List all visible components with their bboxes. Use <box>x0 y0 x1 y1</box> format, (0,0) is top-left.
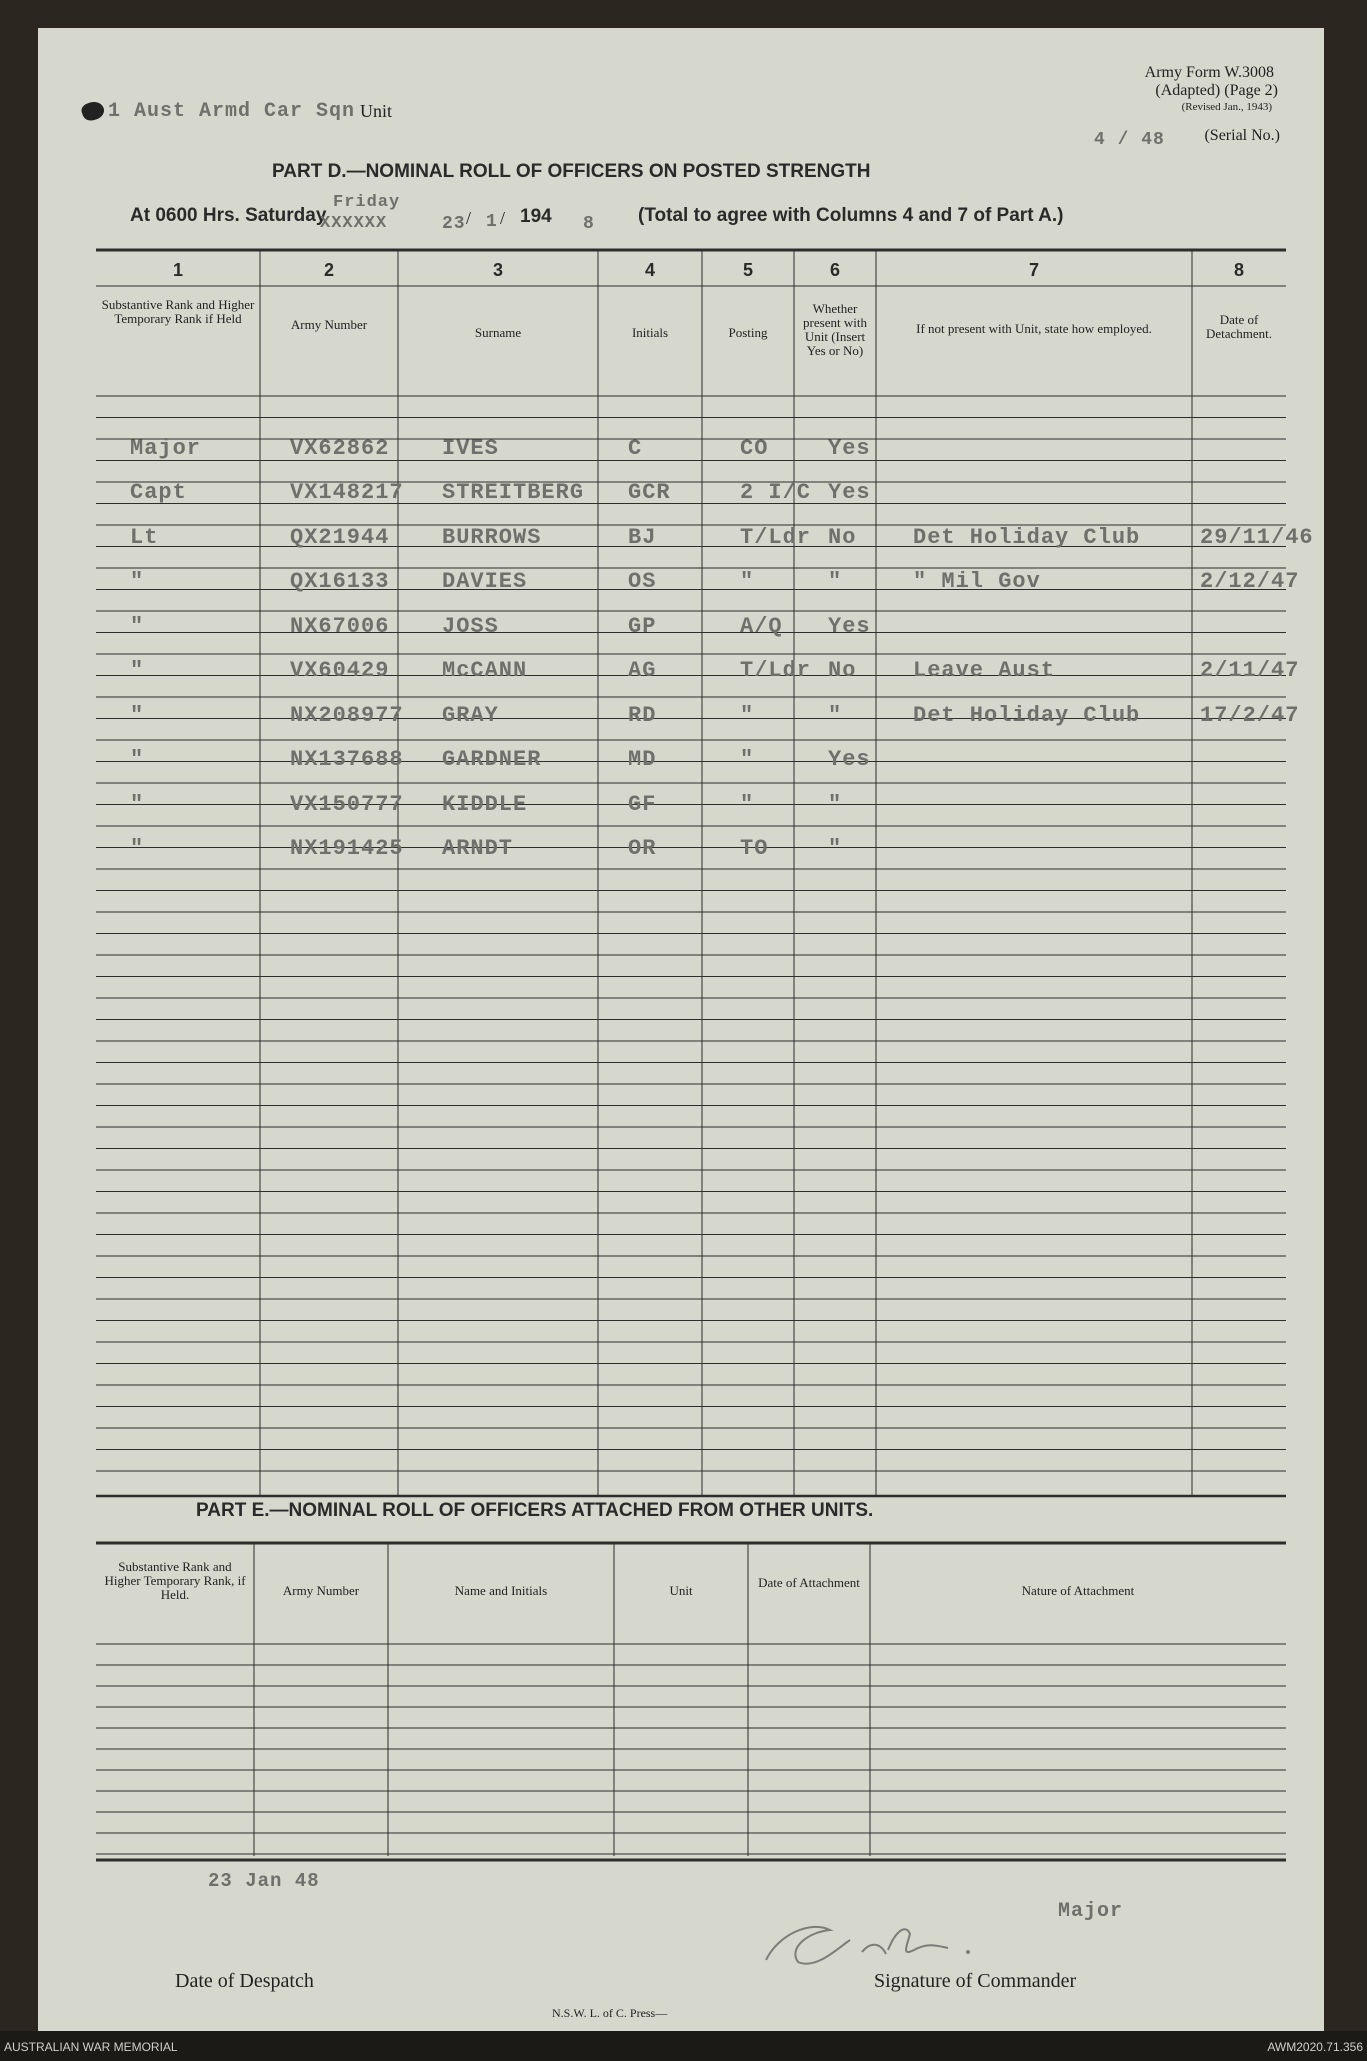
unit-value: 1 Aust Armd Car Sqn <box>108 100 356 123</box>
cell-initials: RD <box>628 702 657 728</box>
cell-date: 2/11/47 <box>1200 658 1300 683</box>
day-number: 23 <box>442 214 466 234</box>
cell-date: 17/2/47 <box>1200 702 1300 728</box>
cell-surname: GARDNER <box>442 747 542 772</box>
cell-present: No <box>828 524 857 550</box>
column-number: 4 <box>644 260 655 280</box>
cell-rank: " <box>130 613 145 639</box>
cell-present: " <box>828 791 843 817</box>
cell-present: " <box>828 702 843 728</box>
cell-surname: IVES <box>442 436 499 461</box>
cell-posting: " <box>740 747 755 772</box>
archive-left: AUSTRALIAN WAR MEMORIAL <box>4 2040 178 2054</box>
cell-number: NX208977 <box>290 702 404 728</box>
day-strike: XXXXXX <box>320 214 388 233</box>
part-d-title: PART D.—NOMINAL ROLL OF OFFICERS ON POSTED STRENGTH <box>272 161 871 182</box>
cell-rank: Major <box>130 436 202 461</box>
form-adapted: (Adapted) (Page 2) <box>1155 82 1278 99</box>
cell-number: VX60429 <box>290 658 390 683</box>
archive-strip <box>0 2031 1367 2061</box>
column-number: 1 <box>172 260 183 280</box>
cell-number: VX150777 <box>290 791 404 817</box>
cell-present: " <box>828 836 843 861</box>
cell-rank: " <box>130 791 145 817</box>
cell-present: Yes <box>828 613 871 639</box>
cell-employed: Det Holiday Club <box>913 702 1141 728</box>
part-e-grid <box>38 28 1324 1908</box>
cell-surname: GRAY <box>442 702 499 728</box>
column-header: Name and Initials <box>454 1583 548 1598</box>
cell-posting: " <box>740 702 755 728</box>
column-header: Army Number <box>290 317 368 332</box>
cell-surname: ARNDT <box>442 836 514 861</box>
cell-posting: TO <box>740 836 769 861</box>
column-header: Nature of Attachment <box>1021 1583 1135 1598</box>
month-value: 1 <box>486 212 498 232</box>
cell-number: NX191425 <box>290 836 404 861</box>
cell-initials: AG <box>628 658 657 683</box>
form-revised: (Revised Jan., 1943) <box>1181 101 1272 113</box>
cell-present: " <box>828 569 843 594</box>
serial-label: (Serial No.) <box>1204 127 1280 144</box>
cell-posting: T/Ldr <box>740 524 812 550</box>
cell-posting: A/Q <box>740 613 783 639</box>
cell-number: NX67006 <box>290 613 390 639</box>
cell-rank: Capt <box>130 480 187 505</box>
cell-surname: STREITBERG <box>442 480 585 505</box>
column-header: If not present with Unit, state how employed. <box>916 321 1152 336</box>
cell-number: NX137688 <box>290 747 404 772</box>
cell-initials: BJ <box>628 524 657 550</box>
column-header: Surname <box>474 325 522 340</box>
cell-posting: CO <box>740 436 769 461</box>
cell-posting: T/Ldr <box>740 658 812 683</box>
cell-employed: " Mil Gov <box>913 569 1041 594</box>
cell-number: QX16133 <box>290 569 390 594</box>
cell-present: Yes <box>828 480 871 505</box>
cell-number: QX21944 <box>290 524 390 550</box>
total-note: (Total to agree with Columns 4 and 7 of Part A.) <box>638 205 1064 226</box>
signature-rank: Major <box>1058 1900 1124 1923</box>
year-digit: 8 <box>583 214 595 234</box>
at-label: At 0600 Hrs. Saturday <box>130 205 327 226</box>
column-header: Date of Attachment <box>758 1575 860 1590</box>
cell-number: VX148217 <box>290 480 404 505</box>
despatch-value: 23 Jan 48 <box>208 1870 320 1892</box>
cell-employed: Det Holiday Club <box>913 524 1141 550</box>
part-e-title: PART E.—NOMINAL ROLL OF OFFICERS ATTACHED FROM OTHER UNITS. <box>196 1500 874 1521</box>
column-header: Posting <box>728 325 768 340</box>
cell-number: VX62862 <box>290 436 390 461</box>
column-header: Unit <box>669 1583 693 1598</box>
column-number: 8 <box>1233 260 1244 280</box>
cell-rank: " <box>130 747 145 772</box>
cell-initials: OS <box>628 569 657 594</box>
cell-surname: JOSS <box>442 613 499 639</box>
cell-employed: Leave Aust <box>913 658 1056 683</box>
cell-posting: " <box>740 791 755 817</box>
cell-posting: " <box>740 569 755 594</box>
cell-rank: " <box>130 658 145 683</box>
cell-posting: 2 I/C <box>740 480 812 505</box>
cell-present: Yes <box>828 436 871 461</box>
form-page: Army Form W.3008 (Adapted) (Page 2) (Revised Jan., 1943) 1 Aust Armd Car Sqn Unit 4 / 48 (Serial No.) PART D.—NOMINAL ROLL OF OFFICERS ON POSTED STRENGTH At 0600 Hrs. Saturday Friday XXXXXX 23 / 1 / 194 8 (Total to agree with Columns 4 and 7 of Part A.) 1 2 3 4 5 6 7 8 Substantive Rank and Higher Temporary Rank if Held Army Number Surname Initials Posting Whether present with Unit (Insert Yes or No) If not present with Unit, state how employed. Date of Detachment. Major VX62862 IVES C CO Yes Capt VX148217 STREITBERG GCR 2 I/C Yes Lt QX21944 BURROWS BJ T/Ldr No Det Holiday Club 29/11/46 " QX16133 DAVIES OS " " " Mil Gov 2/12/47 " NX67006 JOSS GP A/Q Yes " VX60429 McCANN AG T/Ldr No Leave Aust 2/11/47 " NX208977 GRAY RD " " Det Holiday Club 17/2/47 " NX137688 GARDNER MD " Yes " VX150777 KIDDLE GF " " " NX191425 ARNDT OR TO " PART E.—NOMINAL ROLL OF OFFICERS ATTACHED FROM OTHER UNITS. Substantive Rank and Higher Temporary Rank, if Held. Army Number Name and Initials Unit Date of Attachment Nature of Attachment 23 Jan 48 Major Date of Despatch Signature of Commander N.S.W. L. of C. Press— <box>38 28 1324 2031</box>
cell-present: No <box>828 658 857 683</box>
cell-present: Yes <box>828 747 871 772</box>
cell-initials: MD <box>628 747 657 772</box>
printer-note: N.S.W. L. of C. Press— <box>552 2006 668 2020</box>
form-title: Army Form W.3008 <box>1144 64 1274 81</box>
cell-surname: McCANN <box>442 658 528 683</box>
cell-rank: " <box>130 569 145 594</box>
column-number: 2 <box>323 260 334 280</box>
cell-rank: " <box>130 702 145 728</box>
column-header: Army Number <box>282 1583 360 1598</box>
cell-initials: C <box>628 436 643 461</box>
cell-date: 29/11/46 <box>1200 524 1314 550</box>
cell-surname: DAVIES <box>442 569 528 594</box>
cell-date: 2/12/47 <box>1200 569 1300 594</box>
unit-label: Unit <box>360 101 393 121</box>
column-header: Substantive Rank and Higher Temporary Rank if Held <box>101 297 255 326</box>
signature-label: Signature of Commander <box>874 1970 1077 1992</box>
year-prefix: 194 <box>520 206 552 227</box>
column-header: Initials <box>631 325 669 340</box>
cell-surname: KIDDLE <box>442 791 528 817</box>
column-header: Substantive Rank and Higher Temporary Rank, if Held. <box>104 1559 246 1602</box>
cell-rank: Lt <box>130 524 159 550</box>
day-typed: Friday <box>333 193 401 212</box>
column-number: 6 <box>829 260 840 280</box>
cell-initials: GCR <box>628 480 671 505</box>
column-header: Whether present with Unit (Insert Yes or No) <box>803 301 867 358</box>
cell-rank: " <box>130 836 145 861</box>
column-number: 3 <box>492 260 503 280</box>
despatch-label: Date of Despatch <box>175 1970 314 1992</box>
cell-initials: GF <box>628 791 657 817</box>
cell-initials: OR <box>628 836 657 861</box>
cell-initials: GP <box>628 613 657 639</box>
column-number: 7 <box>1028 260 1039 280</box>
cell-surname: BURROWS <box>442 524 542 550</box>
serial-value: 4 / 48 <box>1094 130 1165 150</box>
column-number: 5 <box>742 260 753 280</box>
column-header: Date of Detachment. <box>1205 312 1273 341</box>
archive-right: AWM2020.71.356 <box>1267 2040 1363 2054</box>
